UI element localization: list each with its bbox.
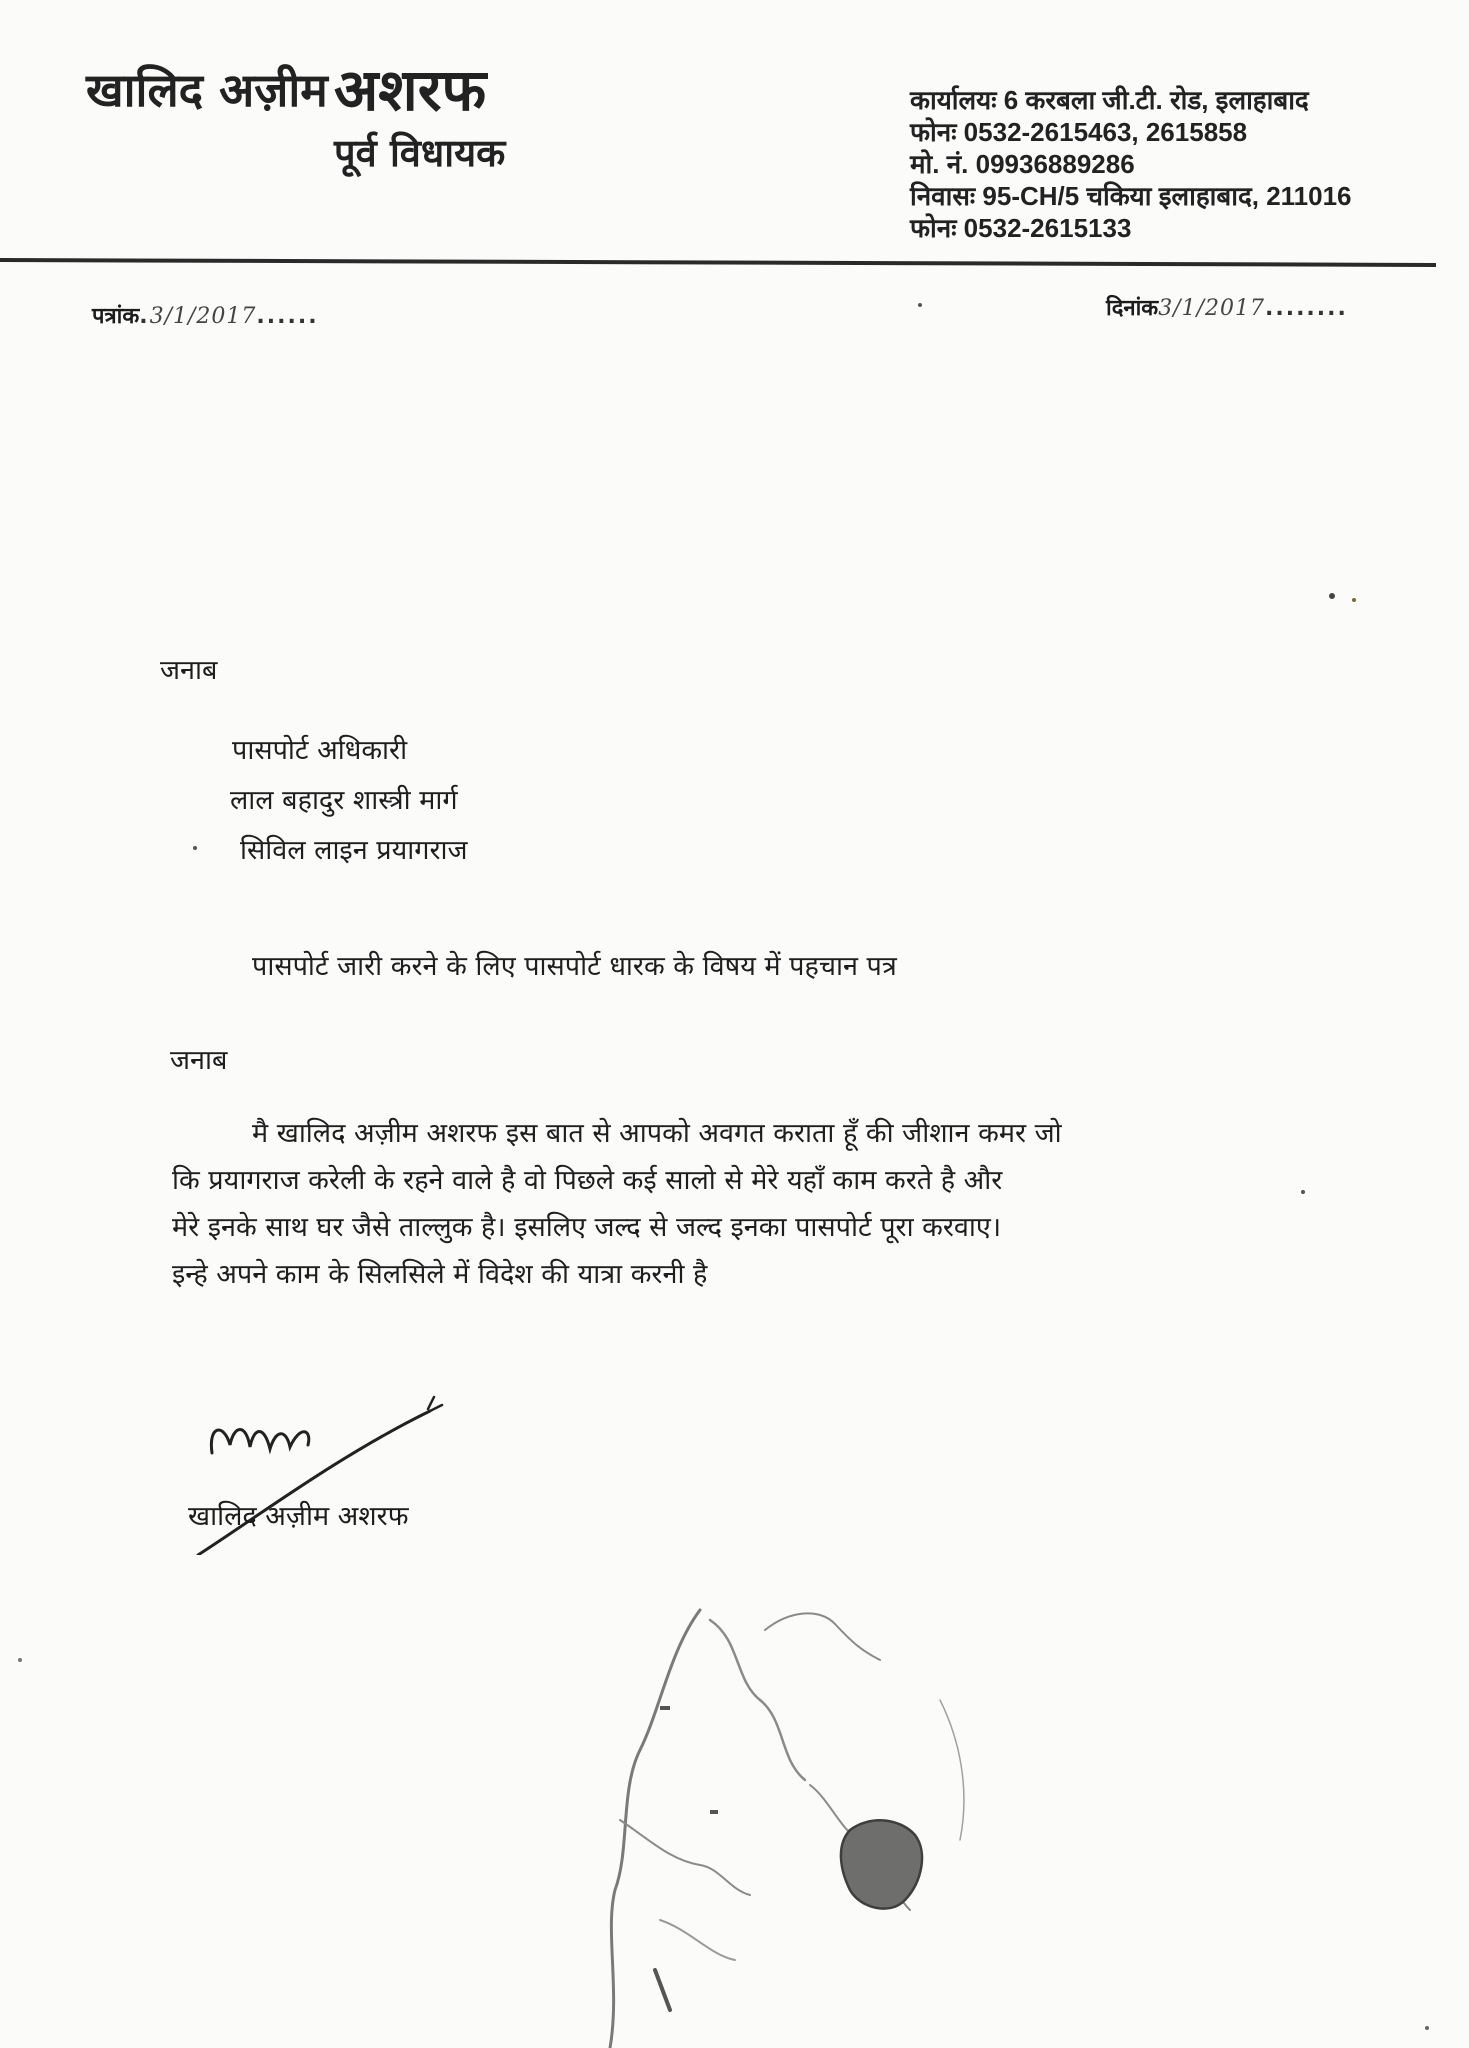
mobile-number: मो. नं. 09936889286 [910,149,1135,179]
date-trail: ........ [1265,296,1348,321]
reference-trail: ...... [256,304,319,329]
addressee-line-2: लाल बहादुर शास्त्री मार्ग [230,785,458,816]
residence-phone: फोनः 0532-2615133 [910,213,1132,243]
letterhead-surname: अशरफ [334,56,487,124]
office-phone: फोनः 0532-2615463, 2615858 [910,117,1248,147]
letter-subject: पासपोर्ट जारी करने के लिए पासपोर्ट धारक के विषय में पहचान पत्र [252,951,897,982]
date-value: 3/1/2017 [1158,296,1265,321]
salutation-top: जनाब [160,655,218,686]
addressee-line-3: सिविल लाइन प्रयागराज [240,835,468,866]
addressee-line-1: पासपोर्ट अधिकारी [232,735,408,766]
paper-wear-marks [560,1590,1000,2048]
letter-body [172,1110,1302,1298]
signatory-name: खालिद अज़ीम अशरफ [188,1501,409,1532]
residence-address: निवासः 95-CH/5 चकिया इलाहाबाद, 211016 [910,181,1352,211]
letterhead-contact-block [910,84,1352,244]
office-address: कार्यालयः 6 करबला जी.टी. रोड, इलाहाबाद [910,85,1309,115]
letter-date [1106,292,1348,322]
body-line: मै खालिद अज़ीम अशरफ इस बात से आपको अवगत कराता हूँ की जीशान कमर जो [252,1118,1062,1149]
letterhead-designation: पूर्व विधायक [334,131,506,175]
body-line: इन्हे अपने काम के सिलसिले में विदेश की यात्रा करनी है [172,1259,708,1290]
reference-number: पत्रांक.3/1/2017...... [92,304,319,329]
header-divider [0,258,1436,267]
body-line: कि प्रयागराज करेली के रहने वाले है वो पिछले कई सालो से मेरे यहाँ काम करते है और [172,1165,1003,1196]
date-label: दिनांक [1106,296,1159,321]
body-line: मेरे इनके साथ घर जैसे ताल्लुक है। इसलिए जल्द से जल्द इनका पासपोर्ट पूरा करवाए। [172,1212,1002,1243]
reference-label: पत्रांक [92,304,140,329]
salutation-body: जनाब [170,1045,228,1076]
reference-value: 3/1/2017 [149,304,257,329]
letterhead-name: खालिद अज़ीम [86,63,328,117]
